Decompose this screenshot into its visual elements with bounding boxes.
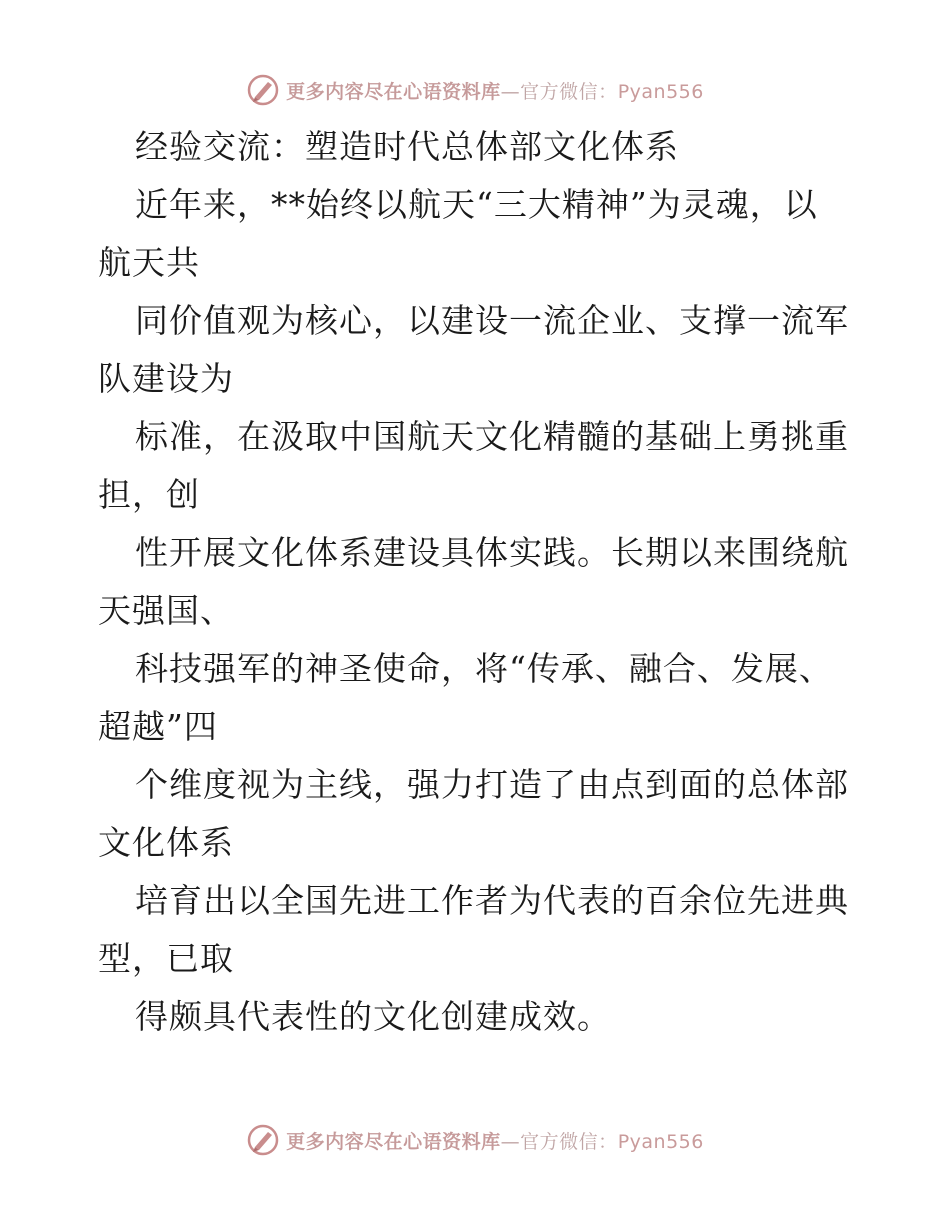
body-line: 文化体系 <box>98 823 234 862</box>
logo-icon <box>246 73 280 107</box>
body-line: 性开展文化体系建设具体实践。长期以来围绕航 <box>135 533 849 572</box>
body-line: 型，已取 <box>98 939 234 978</box>
watermark-wechat-id: Pyan556 <box>617 80 704 103</box>
body-line: 天强国、 <box>98 591 234 630</box>
watermark-separator: — <box>500 80 521 103</box>
body-line: 培育出以全国先进工作者为代表的百余位先进典 <box>135 881 849 920</box>
watermark-wechat-label: 官方微信： <box>520 80 618 103</box>
body-line: 担，创 <box>98 475 200 514</box>
body-line: 近年来，**始终以航天“三大精神”为灵魂，以 <box>135 185 818 224</box>
body-line: 超越”四 <box>98 707 218 746</box>
body-line: 标准，在汲取中国航天文化精髓的基础上勇挑重 <box>135 417 849 456</box>
watermark-wechat-label: 官方微信： <box>520 1130 618 1153</box>
watermark-text <box>286 1127 704 1154</box>
header-watermark <box>0 70 950 110</box>
document-title: 经验交流：塑造时代总体部文化体系 <box>135 127 679 166</box>
body-line: 得颇具代表性的文化创建成效。 <box>135 997 611 1036</box>
watermark-wechat-id: Pyan556 <box>617 1130 704 1153</box>
document-body <box>98 118 858 1046</box>
body-line: 个维度视为主线，强力打造了由点到面的总体部 <box>135 765 849 804</box>
watermark-text <box>286 77 704 104</box>
watermark-main: 更多内容尽在心语资料库 <box>286 80 501 103</box>
body-line: 科技强军的神圣使命，将“传承、融合、发展、 <box>135 649 833 688</box>
watermark-separator: — <box>500 1130 521 1153</box>
logo-icon <box>246 1123 280 1157</box>
body-line: 队建设为 <box>98 359 234 398</box>
body-line: 同价值观为核心，以建设一流企业、支撑一流军 <box>135 301 849 340</box>
footer-watermark <box>0 1120 950 1160</box>
body-line: 航天共 <box>98 243 200 282</box>
watermark-main: 更多内容尽在心语资料库 <box>286 1130 501 1153</box>
